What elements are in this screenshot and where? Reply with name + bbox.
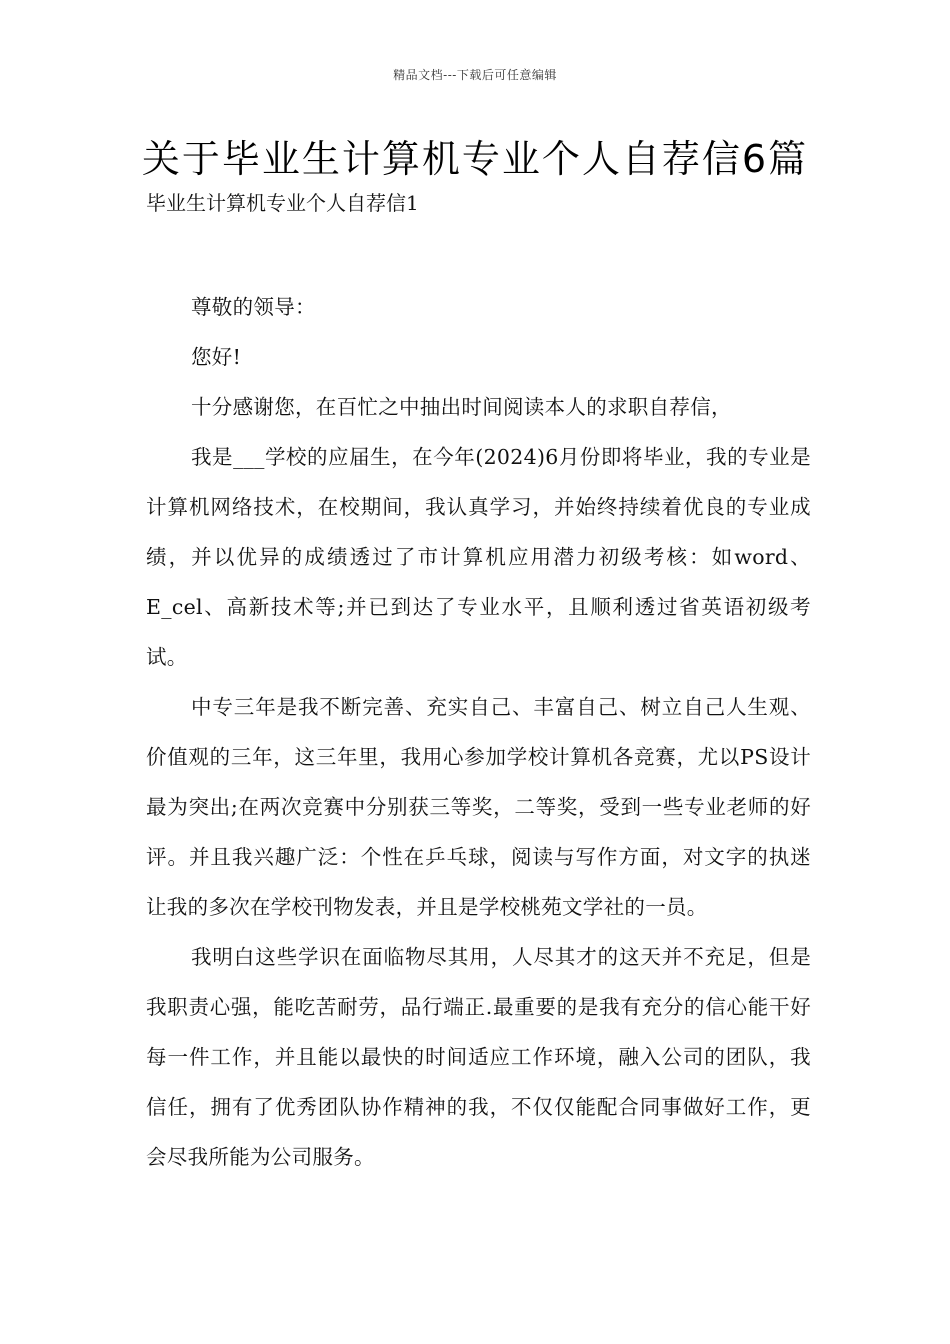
character-paragraph: 我明白这些学识在面临物尽其用，人尽其才的这天并不充足，但是我职责心强，能吃苦耐劳，品行端正.最重要的是我有充分的信心能干好每一件工作，并且能以最快的时间适应工作环境，融入公司的团队，我信任，拥有了优秀团队协作精神的我，不仅仅能配合同事做好工作，更会尽我所能为公司服务。 bbox=[146, 945, 811, 1169]
letter-subtitle: 毕业生计算机专业个人自荐信1 bbox=[146, 191, 419, 215]
education-paragraph: 我是___学校的应届生，在今年(2024)6月份即将毕业，我的专业是计算机网络技术，在校期间，我认真学习，并始终持续着优良的专业成绩，并以优异的成绩透过了市计算机应用潜力初级考核：如word、E_cel、高新技术等;并已到达了专业水平，且顺利透过省英语初级考试。 bbox=[146, 445, 811, 669]
greeting: 您好! bbox=[191, 345, 242, 369]
page-header: 精品文档---下载后可任意编辑 bbox=[393, 68, 557, 82]
opening-paragraph: 十分感谢您，在百忙之中抽出时间阅读本人的求职自荐信， bbox=[191, 395, 732, 419]
document-title: 关于毕业生计算机专业个人自荐信6篇 bbox=[141, 137, 809, 181]
letter-body bbox=[146, 282, 811, 1182]
salutation: 尊敬的领导： bbox=[191, 295, 316, 319]
experience-paragraph: 中专三年是我不断完善、充实自己、丰富自己、树立自己人生观、价值观的三年，这三年里，我用心参加学校计算机各竞赛，尤以PS设计最为突出;在两次竞赛中分别获三等奖，二等奖，受到一些专业老师的好评。并且我兴趣广泛：个性在乒乓球，阅读与写作方面，对文字的执迷让我的多次在学校刊物发表，并且是学校桃苑文学社的一员。 bbox=[146, 695, 811, 919]
